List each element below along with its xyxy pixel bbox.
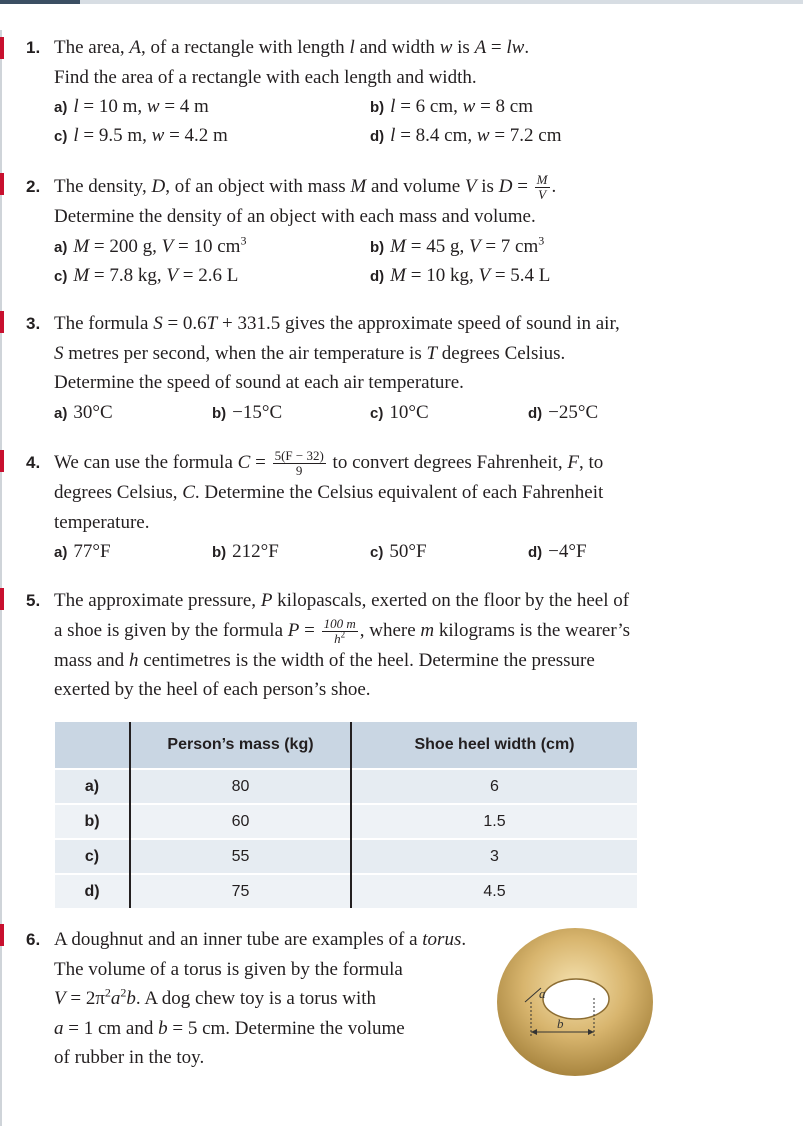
q1-line-1: The area, A, of a rectangle with length l and width w is A = lw.	[54, 37, 530, 58]
question-number: 4.	[26, 453, 41, 472]
q2-part-a: a) M = 200 g, V = 10 $cm^3$	[54, 233, 247, 257]
celsius-fraction: $\frac{5(F - 32)}{9}$	[274, 448, 324, 479]
q2-part-d: d) M = 10 kg, V = 5.4 L	[370, 264, 551, 286]
table-row	[55, 769, 637, 804]
row-label: c)	[55, 839, 130, 874]
width-cell: 1.5	[351, 804, 637, 839]
q6-line-4: a = 1 cm and b = 5 cm. Determine the volume	[54, 1017, 405, 1039]
q2-parts-row-2	[54, 261, 696, 290]
question-2-marker	[0, 173, 4, 195]
q5-line-2: a shoe is given by the formula P = $\frac{100 m}{h^2}$ , where m kilograms is the wearer’s	[54, 615, 631, 646]
table-row	[55, 874, 637, 908]
q4-part-d: d) −4°F	[528, 541, 587, 563]
table-row	[55, 839, 637, 874]
question-2	[26, 172, 696, 290]
question-4-marker	[0, 450, 4, 472]
q4-part-a: a) 77°F	[54, 541, 111, 563]
mass-cell: 55	[130, 839, 351, 874]
q1-parts-row-2	[54, 121, 696, 150]
pressure-fraction: $\frac{100 m}{h^2}$	[323, 615, 356, 646]
table-header-mass: Person’s mass (kg)	[130, 722, 351, 769]
table-header-label	[55, 722, 130, 769]
q2-part-b: b) M = 45 g, V = 7 $cm^3$	[370, 233, 545, 257]
q2-line-1: The density, D, of an object with mass M and volume V is D = $\frac{M}{V}$ .	[54, 172, 557, 203]
q3-line-3: Determine the speed of sound at each air temperature.	[54, 372, 464, 393]
table-header-row	[55, 722, 637, 769]
q4-line-1: We can use the formula C = $\frac{5(F - 32)}{9}$ to convert degrees Fahrenheit, F, to	[54, 448, 604, 479]
q6-line-2: The volume of a torus is given by the formula	[54, 958, 403, 980]
torus-hole	[543, 979, 609, 1019]
q4-parts-row	[54, 537, 696, 566]
question-3-marker	[0, 311, 4, 333]
q3-part-c: c) 10°C	[370, 401, 429, 423]
row-label: a)	[55, 769, 130, 804]
width-cell: 4.5	[351, 874, 637, 908]
table-header-width: Shoe heel width (cm)	[351, 722, 637, 769]
q3-parts-row	[54, 398, 696, 427]
q6-line-5: of rubber in the toy.	[54, 1047, 205, 1068]
q2-line-2: Determine the density of an object with each mass and volume.	[54, 206, 536, 228]
shoe-pressure-table	[55, 722, 637, 908]
top-bar-accent	[0, 0, 80, 4]
q5-line-1: The approximate pressure, P kilopascals, exerted on the floor by the heel of	[54, 590, 630, 611]
width-cell: 6	[351, 769, 637, 804]
q4-line-3: temperature.	[54, 511, 150, 533]
q5-line-4: exerted by the heel of each person’s shoe.	[54, 679, 371, 701]
row-label: b)	[55, 804, 130, 839]
q6-line-3: $V = 2\pi^2a^2b$. A dog chew toy is a torus with	[54, 985, 377, 1009]
q5-line-3: mass and h centimetres is the width of the heel. Determine the pressure	[54, 649, 595, 671]
question-3	[26, 309, 696, 427]
q1-part-d: d) l = 8.4 cm, w = 7.2 cm	[370, 125, 562, 146]
question-1-marker	[0, 37, 4, 59]
q3-part-d: d) −25°C	[528, 401, 599, 423]
question-4	[26, 448, 696, 566]
question-5	[26, 586, 696, 705]
q2-parts-row-1	[54, 232, 696, 261]
density-fraction: $\frac{M}{V}$	[536, 172, 548, 203]
q3-line-1: The formula S = 0.6T + 331.5 gives the approximate speed of sound in air,	[54, 313, 620, 334]
question-1	[26, 33, 696, 150]
question-number: 6.	[26, 930, 41, 949]
mass-cell: 60	[130, 804, 351, 839]
q1-part-a: a) l = 10 m, w = 4 m	[54, 96, 209, 117]
torus-diagram	[495, 922, 655, 1082]
width-cell: 3	[351, 839, 637, 874]
q4-line-2: degrees Celsius, C. Determine the Celsius equivalent of each Fahrenheit	[54, 482, 604, 504]
mass-cell: 75	[130, 874, 351, 908]
q1-part-b: b) l = 6 cm, w = 8 cm	[370, 96, 534, 117]
q3-part-b: b) −15°C	[212, 401, 283, 423]
question-number: 3.	[26, 314, 41, 333]
q4-part-b: b) 212°F	[212, 541, 279, 563]
top-bar	[0, 0, 803, 4]
question-5-marker	[0, 588, 4, 610]
q2-part-c: c) M = 7.8 kg, V = 2.6 L	[54, 264, 239, 286]
q1-line-2: Find the area of a rectangle with each length and width.	[54, 66, 477, 88]
mass-cell: 80	[130, 769, 351, 804]
q3-line-2: S metres per second, when the air temperature is T degrees Celsius.	[54, 342, 566, 364]
q1-parts-row-1	[54, 92, 696, 121]
row-label: d)	[55, 874, 130, 908]
question-number: 1.	[26, 38, 41, 57]
table-row	[55, 804, 637, 839]
q1-part-c: c) l = 9.5 m, w = 4.2 m	[54, 125, 228, 146]
question-number: 5.	[26, 591, 41, 610]
label-b: b	[557, 1016, 564, 1031]
q3-part-a: a) 30°C	[54, 401, 113, 423]
question-6-marker	[0, 924, 4, 946]
question-6	[26, 925, 496, 1073]
question-number: 2.	[26, 177, 41, 196]
q4-part-c: c) 50°F	[370, 541, 427, 563]
q6-line-1: A doughnut and an inner tube are examples of a torus.	[54, 929, 467, 950]
label-a: a	[539, 986, 546, 1001]
